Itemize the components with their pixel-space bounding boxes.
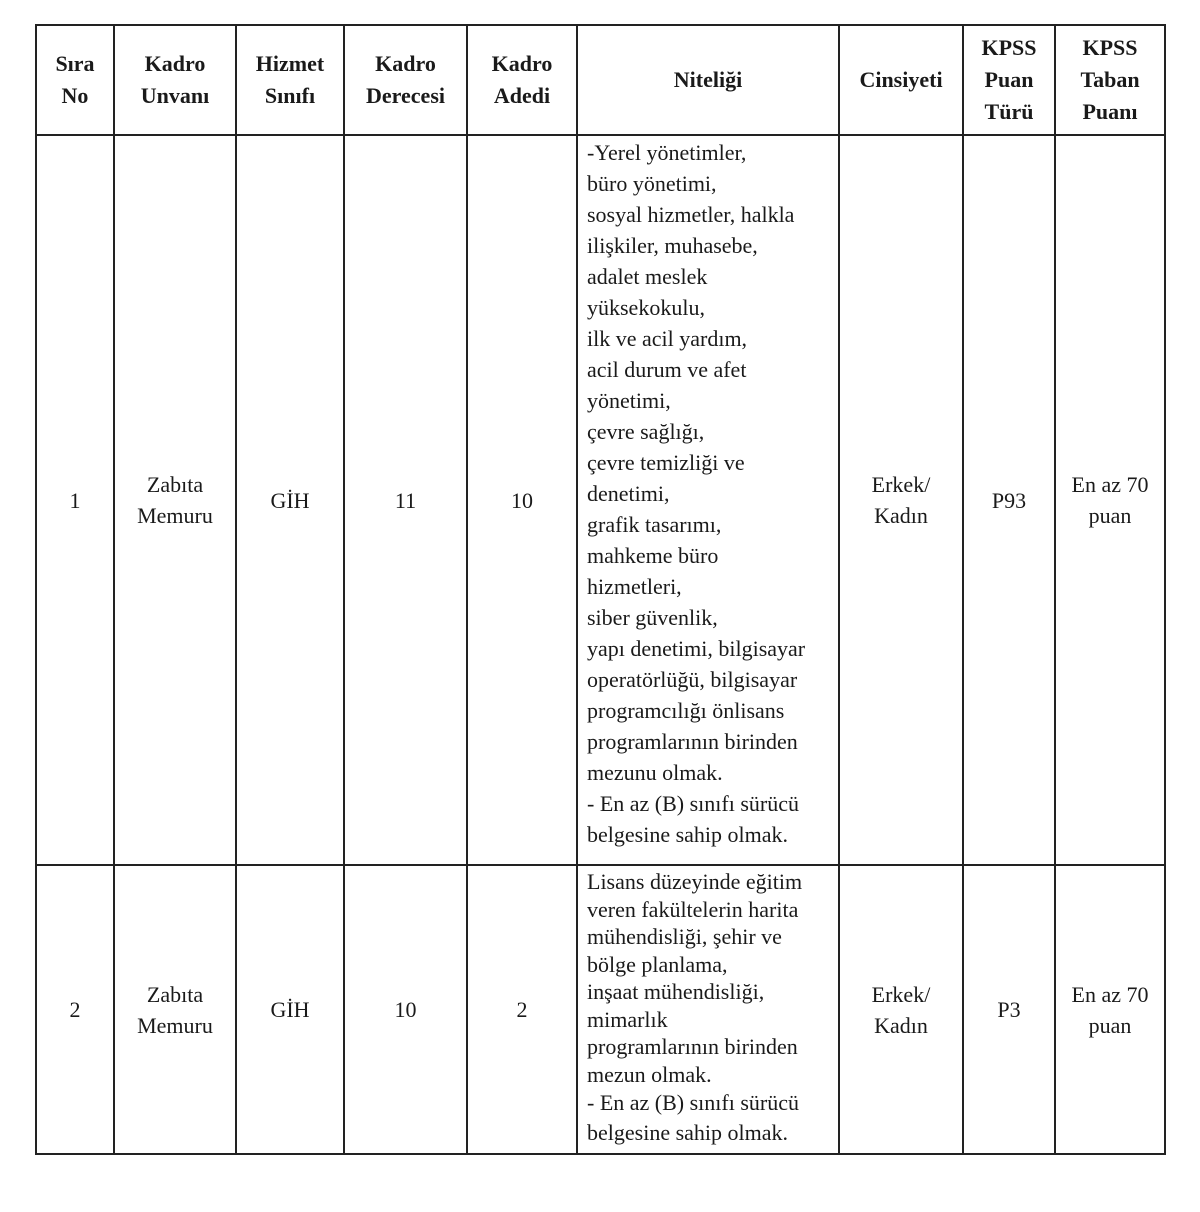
cell-kadro-unvani: Zabıta Memuru	[114, 865, 236, 1154]
header-niteligi: Niteliği	[577, 25, 839, 135]
cell-kpss-taban-puani: En az 70 puan	[1055, 135, 1165, 865]
header-cinsiyeti: Cinsiyeti	[839, 25, 963, 135]
cell-niteligi: -Yerel yönetimler, büro yönetimi, sosyal hizmetler, halkla ilişkiler, muhasebe, adalet meslek yüksekokulu, ilk ve acil yardım, acil durum ve afet yönetimi, çevre sağlığı, çevre temizliği ve denetimi, grafik tasarımı, mahkeme büro hizmetleri, siber güvenlik, yapı denetimi, bilgisayar operatörlüğü, bilgisayar programcılığı önlisans programlarının birinden mezunu olmak. - En az (B) sınıfı sürücü belgesine sahip olmak.	[577, 135, 839, 865]
cell-hizmet-sinifi: GİH	[236, 865, 344, 1154]
header-kpss-puan-turu: KPSS Puan Türü	[963, 25, 1055, 135]
cell-sira-no: 1	[36, 135, 114, 865]
kadro-table	[35, 24, 1166, 1155]
header-hizmet-sinifi: Hizmet Sınıfı	[236, 25, 344, 135]
header-row	[36, 25, 1165, 135]
table-row	[36, 865, 1165, 1154]
cell-kadro-adedi: 10	[467, 135, 577, 865]
cell-niteligi: Lisans düzeyinde eğitim veren fakültelerin harita mühendisliği, şehir ve bölge planlama, inşaat mühendisliği, mimarlık programlarının birinden mezun olmak. - En az (B) sınıfı sürücü belgesine sahip olmak.	[577, 865, 839, 1154]
cell-hizmet-sinifi: GİH	[236, 135, 344, 865]
table-row	[36, 135, 1165, 865]
cell-kpss-puan-turu: P93	[963, 135, 1055, 865]
cell-kpss-taban-puani: En az 70 puan	[1055, 865, 1165, 1154]
cell-kadro-unvani: Zabıta Memuru	[114, 135, 236, 865]
header-kadro-unvani: Kadro Unvanı	[114, 25, 236, 135]
cell-cinsiyeti: Erkek/ Kadın	[839, 135, 963, 865]
cell-sira-no: 2	[36, 865, 114, 1154]
header-kadro-adedi: Kadro Adedi	[467, 25, 577, 135]
header-kpss-taban-puani: KPSS Taban Puanı	[1055, 25, 1165, 135]
cell-kadro-adedi: 2	[467, 865, 577, 1154]
cell-kpss-puan-turu: P3	[963, 865, 1055, 1154]
cell-kadro-derecesi: 10	[344, 865, 467, 1154]
header-sira-no: Sıra No	[36, 25, 114, 135]
cell-cinsiyeti: Erkek/ Kadın	[839, 865, 963, 1154]
header-kadro-derecesi: Kadro Derecesi	[344, 25, 467, 135]
cell-kadro-derecesi: 11	[344, 135, 467, 865]
